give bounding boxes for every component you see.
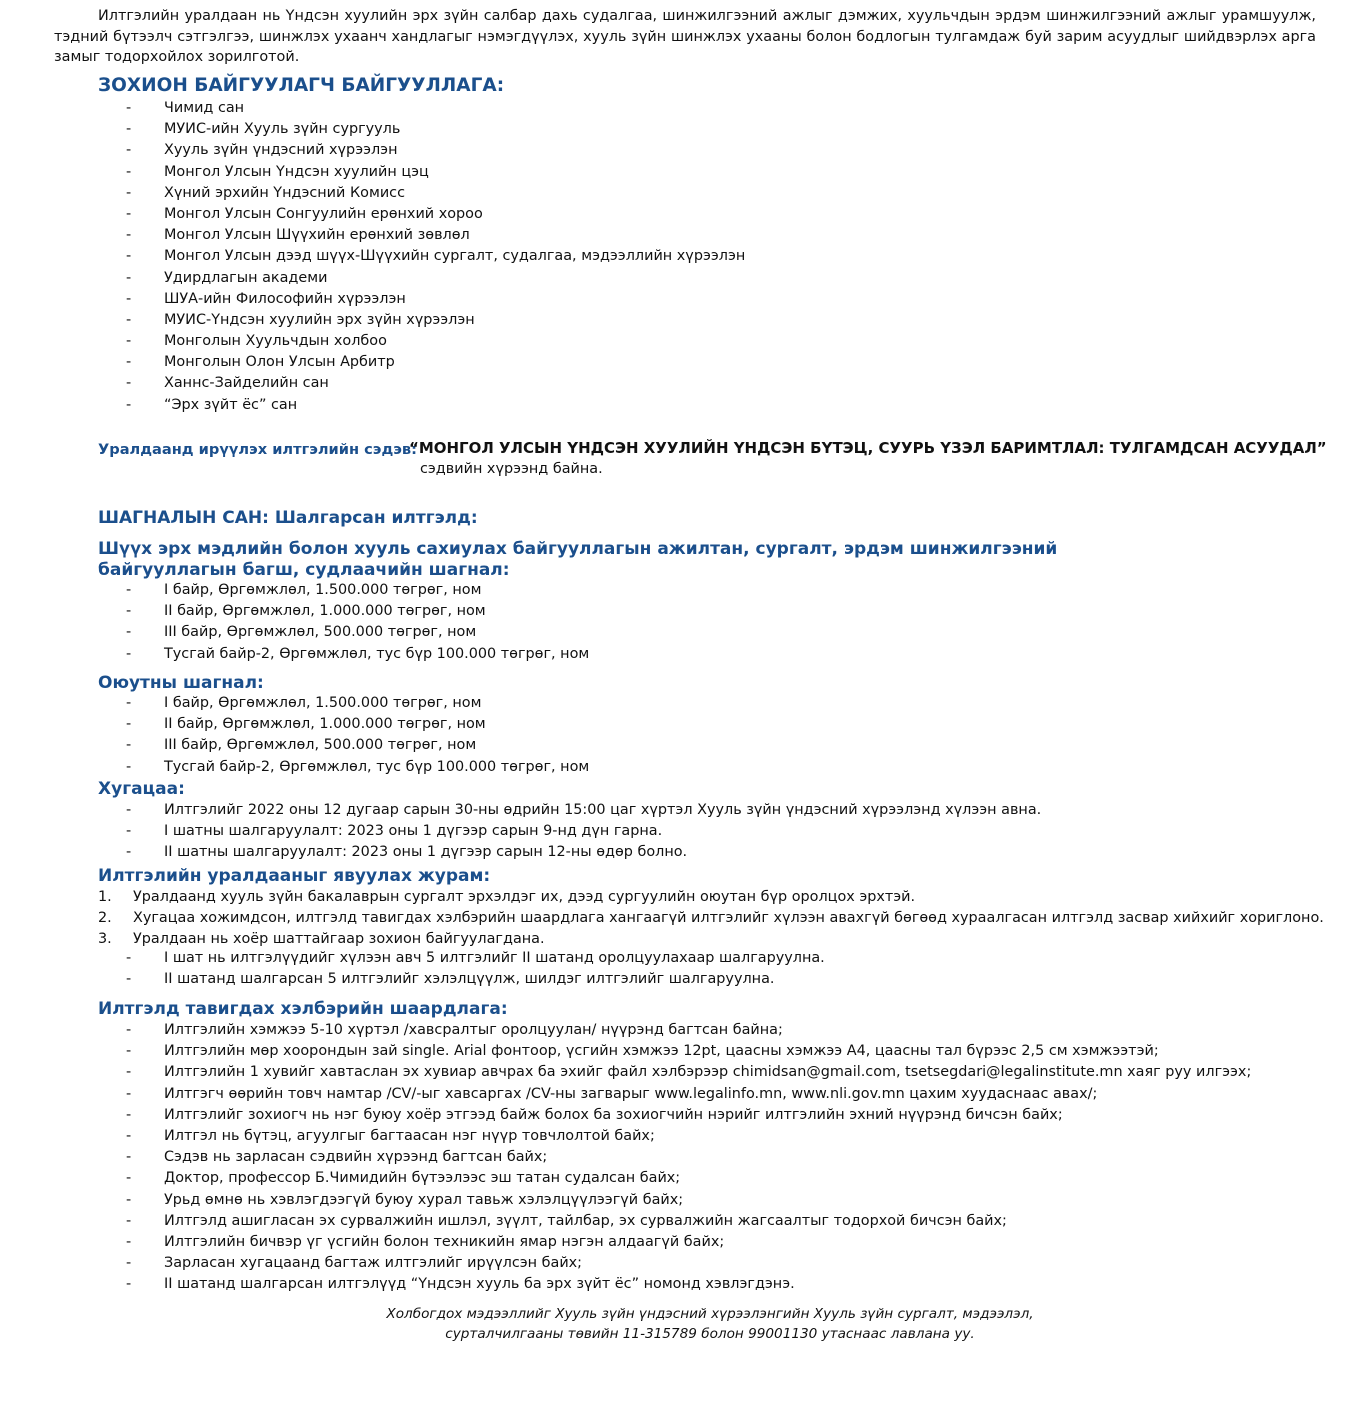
list-item-text: Хугацаа хожимдсон, илтгэлд тавигдах хэлбэрийн шаардлага хангаагүй илтгэлийг хүлээн авахгүй бөгөөд хураалгасан илтгэлд засвар хийхийг хориглоно.: [133, 910, 1324, 927]
list-marker: -: [126, 624, 132, 641]
list-marker: -: [126, 1233, 132, 1250]
list-marker: -: [126, 716, 132, 733]
list-marker: -: [126, 1127, 132, 1144]
list-marker: -: [126, 1276, 132, 1293]
list-marker: -: [126, 737, 132, 754]
list-item-text: I шатны шалгаруулалт: 2023 оны 1 дүгээр сарын 9-нд дүн гарна.: [164, 823, 663, 840]
student-prize-heading: Оюутны шагнал:: [98, 673, 264, 693]
list-marker: 3.: [98, 931, 112, 948]
list-marker: -: [126, 163, 132, 180]
topic-suffix: сэдвийн хүрээнд байна.: [420, 461, 603, 477]
list-item-text: Хууль зүйн үндэсний хүрээлэн: [164, 142, 398, 159]
list-item-text: II байр, Өргөмжлөл, 1.000.000 төгрөг, ном: [164, 716, 486, 733]
list-marker: -: [126, 758, 132, 775]
list-marker: -: [126, 269, 132, 286]
list-marker: -: [126, 950, 132, 966]
list-marker: -: [126, 1106, 132, 1123]
list-marker: -: [126, 603, 132, 620]
list-marker: -: [126, 1212, 132, 1229]
list-marker: -: [126, 333, 132, 350]
list-marker: -: [126, 582, 132, 598]
list-marker: -: [126, 971, 132, 988]
list-item-text: Монголын Хуульчдын холбоо: [164, 333, 387, 350]
list-marker: -: [126, 311, 132, 328]
list-item-text: II байр, Өргөмжлөл, 1.000.000 төгрөг, ном: [164, 603, 486, 620]
list-marker: -: [126, 823, 132, 840]
list-item-text: Ханнс-Зайделийн сан: [164, 375, 329, 392]
list-item-text: Илтгэлийн бичвэр үг үсгийн болон техникийн ямар нэгэн алдаагүй байх;: [164, 1233, 725, 1250]
list-marker: 2.: [98, 910, 112, 927]
contact-line-1: Холбогдох мэдээллийг Хууль зүйн үндэсний хүрээлэнгийн Хууль зүйн сургалт, мэдээлэл,: [386, 1306, 1034, 1322]
list-marker: -: [126, 695, 132, 711]
procedure-heading: Илтгэлийн уралдааныг явуулах журам:: [98, 866, 491, 886]
list-marker: -: [126, 227, 132, 244]
list-item-text: Монгол Улсын Шүүхийн ерөнхий зөвлөл: [164, 227, 470, 244]
list-item-text: МУИС-Үндсэн хуулийн эрх зүйн хүрээлэн: [164, 311, 475, 328]
list-marker: -: [126, 1149, 132, 1166]
list-marker: -: [126, 184, 132, 201]
list-marker: -: [126, 248, 132, 265]
list-marker: 1.: [98, 889, 112, 905]
list-item-text: Илтгэгч өөрийн товч намтар /CV/-ыг хавсаргах /CV-ны загварыг www.legalinfo.mn, www.nli.gov.mn цахим хуудаснаас авах/;: [164, 1085, 1098, 1102]
list-item-text: ШУА-ийн Философийн хүрээлэн: [164, 290, 406, 307]
contact-info: [330, 1304, 1090, 1344]
list-item-text: I шат нь илтгэлүүдийг хүлээн авч 5 илтгэлийг II шатанд оролцуулахаар шалгаруулна.: [164, 950, 825, 966]
staff-prize-heading-line2: байгууллагын багш, судлаачийн шагнал:: [98, 560, 510, 580]
list-item-text: Уралдаан нь хоёр шаттайгаар зохион байгуулагдана.: [133, 931, 545, 948]
requirements-heading: Илтгэлд тавигдах хэлбэрийн шаардлага:: [98, 999, 508, 1019]
deadline-heading: Хугацаа:: [98, 779, 185, 799]
list-marker: -: [126, 1064, 132, 1081]
list-item-text: I байр, Өргөмжлөл, 1.500.000 төгрөг, ном: [164, 695, 482, 711]
list-item-text: Илтгэлийг зохиогч нь нэг буюу хоёр этгээд байж болох ба зохиогчийн нэрийг илтгэлийн эхний нүүрэнд бичсэн байх;: [164, 1106, 1063, 1123]
list-item-text: II шатанд шалгарсан 5 илтгэлийг хэлэлцүүлж, шилдэг илтгэлийг шалгаруулна.: [164, 971, 775, 988]
list-item-text: I байр, Өргөмжлөл, 1.500.000 төгрөг, ном: [164, 582, 482, 598]
list-marker: -: [126, 142, 132, 159]
list-item-text: III байр, Өргөмжлөл, 500.000 төгрөг, ном: [164, 737, 477, 754]
list-item-text: Илтгэлийн 1 хувийг хавтаслан эх хувиар авчрах ба эхийг файл хэлбэрээр chimidsan@gmail.com, tsetsegdari@legalinstitute.mn хаяг руу илгээх;: [164, 1064, 1252, 1081]
list-item-text: Илтгэлд ашигласан эх сурвалжийн ишлэл, зүүлт, тайлбар, эх сурвалжийн жагсаалтыг тодорхой бичсэн байх;: [164, 1212, 1007, 1229]
list-marker: -: [126, 1043, 132, 1060]
list-marker: -: [126, 1170, 132, 1187]
list-marker: -: [126, 844, 132, 861]
list-item-text: Илтгэлийн хэмжээ 5-10 хүртэл /хавсралтыг оролцуулан/ нүүрэнд багтсан байна;: [164, 1022, 783, 1038]
topic-title: “МОНГОЛ УЛСЫН ҮНДСЭН ХУУЛИЙН ҮНДСЭН БҮТЭЦ, СУУРЬ ҮЗЭЛ БАРИМТЛАЛ: ТУЛГАМДСАН АСУУДАЛ”: [409, 439, 1327, 457]
list-item-text: Илтгэлийг 2022 оны 12 дугаар сарын 30-ны өдрийн 15:00 цаг хүртэл Хууль зүйн үндэсний хүрээлэнд хүлээн авна.: [164, 802, 1042, 818]
list-item-text: Илтгэл нь бүтэц, агуулгыг багтаасан нэг нүүр товчлолтой байх;: [164, 1127, 655, 1144]
list-marker: -: [126, 1085, 132, 1102]
list-item-text: Урьд өмнө нь хэвлэгдээгүй буюу хурал тавьж хэлэлцүүлээгүй байх;: [164, 1191, 684, 1208]
list-item-text: Тусгай байр-2, Өргөмжлөл, тус бүр 100.000 төгрөг, ном: [164, 645, 590, 662]
list-marker: -: [126, 645, 132, 662]
list-marker: -: [126, 354, 132, 371]
list-marker: -: [126, 375, 132, 392]
list-item-text: III байр, Өргөмжлөл, 500.000 төгрөг, ном: [164, 624, 477, 641]
list-item-text: Илтгэлийн мөр хоорондын зай single. Arial фонтоор, үсгийн хэмжээ 12pt, цаасны хэмжээ A4, цаасны тал бүрээс 2,5 см хэмжээтэй;: [164, 1043, 1159, 1060]
list-marker: -: [126, 205, 132, 222]
list-item-text: Уралдаанд хууль зүйн бакалаврын сургалт эрхэлдэг их, дээд сургуулийн оюутан бүр оролцох эрхтэй.: [133, 889, 916, 905]
intro-paragraph: Илтгэлийн уралдаан нь Үндсэн хуулийн эрх зүйн салбар дахь судалгаа, шинжилгээний ажлыг дэмжих, хуульчдын эрдэм шинжилгээний ажлыг урамшуулж, тэдний бүтээлч сэтгэлгээ, шинжлэх ухаанч хандлагыг нэмэгдүүлэх, хууль зүйн шинжлэх ухааны болон бодлогын тулгамдаж буй зарим асуудлыг шийдвэрлэх арга замыг тодорхойлох зорилготой.: [54, 8, 1316, 65]
list-item-text: “Эрх зүйт ёс” сан: [164, 396, 298, 413]
list-marker: -: [126, 396, 132, 413]
list-item-text: Тусгай байр-2, Өргөмжлөл, тус бүр 100.000 төгрөг, ном: [164, 758, 590, 775]
list-marker: -: [126, 121, 132, 138]
list-item-text: Монгол Улсын Үндсэн хуулийн цэц: [164, 163, 429, 180]
list-item-text: Доктор, профессор Б.Чимидийн бүтээлээс эш татан судалсан байх;: [164, 1170, 681, 1187]
list-item-text: Удирдлагын академи: [164, 269, 328, 286]
list-item-text: Зарласан хугацаанд багтаж илтгэлийг ирүүлсэн байх;: [164, 1255, 583, 1272]
list-item-text: Монголын Олон Улсын Арбитр: [164, 354, 395, 371]
list-item-text: Монгол Улсын Сонгуулийн ерөнхий хороо: [164, 205, 483, 222]
list-marker: -: [126, 802, 132, 818]
list-item-text: Сэдэв нь зарласан сэдвийн хүрээнд багтсан байх;: [164, 1149, 548, 1166]
list-marker: -: [126, 290, 132, 307]
list-marker: -: [126, 1022, 132, 1038]
list-item-text: МУИС-ийн Хууль зүйн сургууль: [164, 121, 401, 138]
list-item-text: II шатны шалгаруулалт: 2023 оны 1 дүгээр сарын 12-ны өдөр болно.: [164, 844, 688, 861]
staff-prize-heading-line1: Шүүх эрх мэдлийн болон хууль сахиулах байгууллагын ажилтан, сургалт, эрдэм шинжилгээний: [98, 539, 1058, 559]
list-item-text: II шатанд шалгарсан илтгэлүүд “Үндсэн хууль ба эрх зүйт ёс” номонд хэвлэгдэнэ.: [164, 1276, 795, 1293]
contact-line-2: сурталчилгааны төвийн 11-315789 болон 99001130 утаснаас лавлана уу.: [445, 1326, 975, 1342]
list-item-text: Чимид сан: [164, 100, 245, 116]
list-item-text: Хүний эрхийн Үндэсний Комисс: [164, 184, 406, 201]
organizers-heading: ЗОХИОН БАЙГУУЛАГЧ БАЙГУУЛЛАГА:: [98, 75, 505, 96]
prize-fund-heading: ШАГНАЛЫН САН: Шалгарсан илтгэлд:: [98, 508, 478, 528]
topic-label: Уралдаанд ирүүлэх илтгэлийн сэдэв:: [98, 441, 417, 458]
list-item-text: Монгол Улсын дээд шүүх-Шүүхийн сургалт, судалгаа, мэдээллийн хүрээлэн: [164, 248, 746, 265]
list-marker: -: [126, 1191, 132, 1208]
list-marker: -: [126, 1255, 132, 1272]
list-marker: -: [126, 100, 132, 116]
